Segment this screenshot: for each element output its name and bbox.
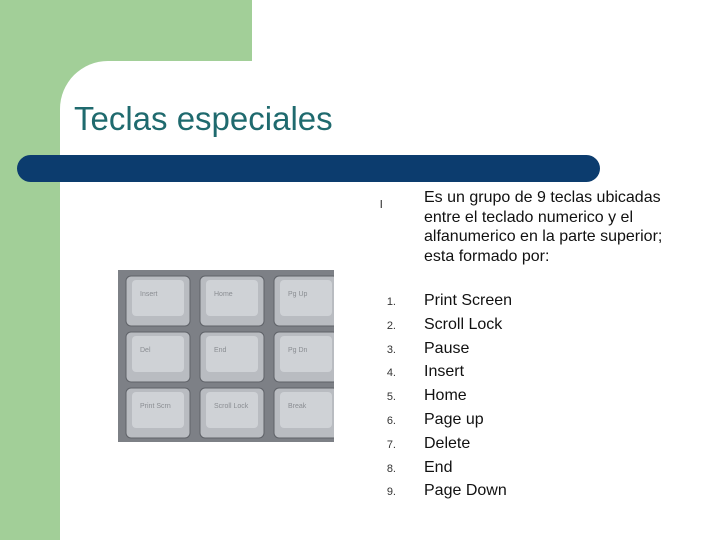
keycap bbox=[274, 276, 334, 326]
intro-paragraph: Es un grupo de 9 teclas ubicadas entre el teclado numerico y el alfanumerico en la parte superior; esta formado por: bbox=[424, 189, 663, 265]
list-number: 4. bbox=[386, 367, 396, 380]
list-item: Page Down bbox=[424, 482, 507, 500]
keycap-label: Pg Up bbox=[288, 291, 308, 298]
list-number: 1. bbox=[386, 296, 396, 308]
title-underline-bar bbox=[17, 155, 600, 182]
list-item: End bbox=[424, 458, 453, 476]
list-number: 3. bbox=[386, 343, 396, 356]
list-item: Scroll Lock bbox=[424, 315, 503, 333]
keycap-label: End bbox=[214, 347, 227, 354]
list-number: 5. bbox=[386, 391, 396, 404]
keycap-label: Insert bbox=[140, 291, 158, 298]
list-item: Home bbox=[424, 387, 467, 405]
slide-title: Teclas especiales bbox=[74, 100, 333, 137]
keycap bbox=[126, 276, 190, 326]
list-number: 8. bbox=[386, 462, 396, 475]
keycap-label: Print Scrn bbox=[140, 403, 171, 410]
bullet-symbol: l bbox=[380, 199, 383, 211]
list-item: Insert bbox=[424, 363, 465, 381]
keycap bbox=[126, 388, 190, 438]
keycap bbox=[200, 388, 264, 438]
list-item: Page up bbox=[424, 411, 484, 428]
list-item: Pause bbox=[424, 339, 470, 357]
keycap-label: Scroll Lock bbox=[214, 403, 249, 410]
list-number: 6. bbox=[386, 415, 396, 427]
keycap-label: Pg Dn bbox=[288, 347, 308, 354]
background-green-side bbox=[0, 0, 60, 540]
list-number: 9. bbox=[386, 486, 396, 499]
keyboard-keys-photo bbox=[118, 270, 334, 442]
keycap bbox=[274, 388, 334, 438]
list-number: 7. bbox=[386, 438, 396, 451]
keycap-label: Home bbox=[214, 291, 233, 298]
keycap-label: Del bbox=[140, 347, 151, 354]
keycap bbox=[200, 276, 264, 326]
list-number: 2. bbox=[386, 319, 396, 332]
list-item: Delete bbox=[424, 434, 471, 452]
keycap bbox=[126, 332, 190, 382]
list-item: Print Screen bbox=[424, 292, 513, 309]
keycap bbox=[200, 332, 264, 382]
keycap bbox=[274, 332, 334, 382]
keycap-label: Break bbox=[288, 403, 307, 410]
